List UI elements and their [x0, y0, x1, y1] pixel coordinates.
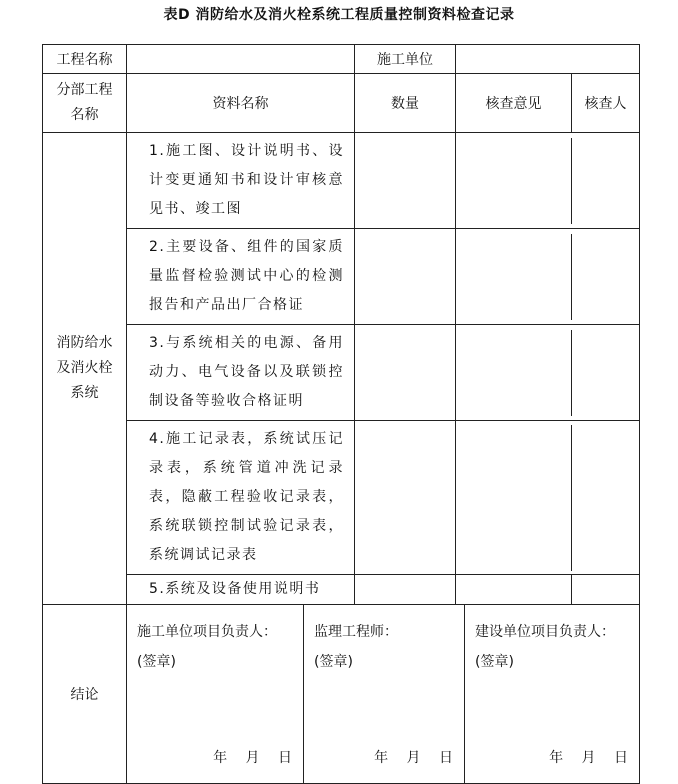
- contractor-seal-label: (签章): [137, 654, 176, 670]
- contractor-signature-block[interactable]: [127, 605, 304, 783]
- subproject-col-header: 分部工程名称: [43, 74, 127, 133]
- contractor-date-label: 年 月 日: [213, 750, 293, 766]
- opinion-checker-header: [456, 74, 640, 133]
- doc-item-1: 1.施工图、设计说明书、设计变更通知书和设计审核意见书、竣工图: [127, 133, 355, 229]
- project-name-field[interactable]: [127, 45, 355, 74]
- checker-cell-5[interactable]: [572, 575, 639, 604]
- owner-head-label: 建设单位项目负责人：: [475, 624, 615, 640]
- header-row: [43, 45, 640, 74]
- inspection-record-table: [42, 44, 640, 784]
- opinion-cell-4[interactable]: [456, 425, 572, 571]
- opinion-checker-cell-3: [456, 325, 640, 421]
- supervisor-signature-block[interactable]: [304, 605, 465, 783]
- quantity-cell-1[interactable]: [355, 133, 456, 229]
- doc-name-col-header: 资料名称: [127, 74, 355, 133]
- checker-cell-1[interactable]: [572, 138, 639, 224]
- opinion-checker-cell-2: [456, 229, 640, 325]
- table-row: [43, 229, 640, 325]
- checker-cell-3[interactable]: [572, 330, 639, 416]
- supervisor-seal-label: (签章): [314, 654, 353, 670]
- opinion-checker-cell-4: [456, 421, 640, 575]
- opinion-cell-1[interactable]: [456, 138, 572, 224]
- owner-seal-label: (签章): [475, 654, 514, 670]
- page-title: 表D 消防给水及消火栓系统工程质量控制资料检查记录: [163, 7, 515, 23]
- checker-cell-2[interactable]: [572, 234, 639, 320]
- opinion-checker-cell-5: [456, 575, 640, 605]
- supervisor-label: 监理工程师：: [314, 624, 398, 640]
- checker-cell-4[interactable]: [572, 425, 639, 571]
- opinion-cell-5[interactable]: [456, 575, 572, 604]
- opinion-col-header: 核查意见: [456, 74, 572, 132]
- conclusion-row: [43, 605, 640, 784]
- checker-col-header: 核查人: [584, 96, 627, 112]
- doc-item-5: 5.系统及设备使用说明书: [127, 575, 355, 605]
- signature-area: [127, 605, 640, 784]
- table-row: [43, 421, 640, 575]
- opinion-cell-3[interactable]: [456, 330, 572, 416]
- doc-item-3: 3.与系统相关的电源、备用动力、电气设备以及联锁控制设备等验收合格证明: [127, 325, 355, 421]
- column-header-row: [43, 74, 640, 133]
- opinion-cell-2[interactable]: [456, 234, 572, 320]
- doc-item-4: 4.施工记录表，系统试压记录表，系统管道冲洗记录表，隐蔽工程验收记录表，系统联锁控制试验记录表，系统调试记录表: [127, 421, 355, 575]
- opinion-checker-cell-1: [456, 133, 640, 229]
- quantity-cell-4[interactable]: [355, 421, 456, 575]
- quantity-cell-2[interactable]: [355, 229, 456, 325]
- table-row: [43, 325, 640, 421]
- quantity-cell-5[interactable]: [355, 575, 456, 605]
- table-row: [43, 133, 640, 229]
- conclusion-label: 结论: [43, 605, 127, 784]
- subproject-name-cell: 消防给水及消火栓系统: [43, 133, 127, 605]
- owner-signature-block[interactable]: [465, 605, 639, 783]
- quantity-cell-3[interactable]: [355, 325, 456, 421]
- contractor-field[interactable]: [456, 45, 640, 74]
- table-row: [43, 575, 640, 605]
- owner-date-label: 年 月 日: [549, 750, 629, 766]
- doc-item-2: 2.主要设备、组件的国家质量监督检验测试中心的检测报告和产品出厂合格证: [127, 229, 355, 325]
- contractor-label: 施工单位: [355, 45, 456, 74]
- quantity-col-header: 数量: [355, 74, 456, 133]
- contractor-head-label: 施工单位项目负责人：: [137, 624, 277, 640]
- project-name-label: 工程名称: [43, 45, 127, 74]
- supervisor-date-label: 年 月 日: [374, 750, 454, 766]
